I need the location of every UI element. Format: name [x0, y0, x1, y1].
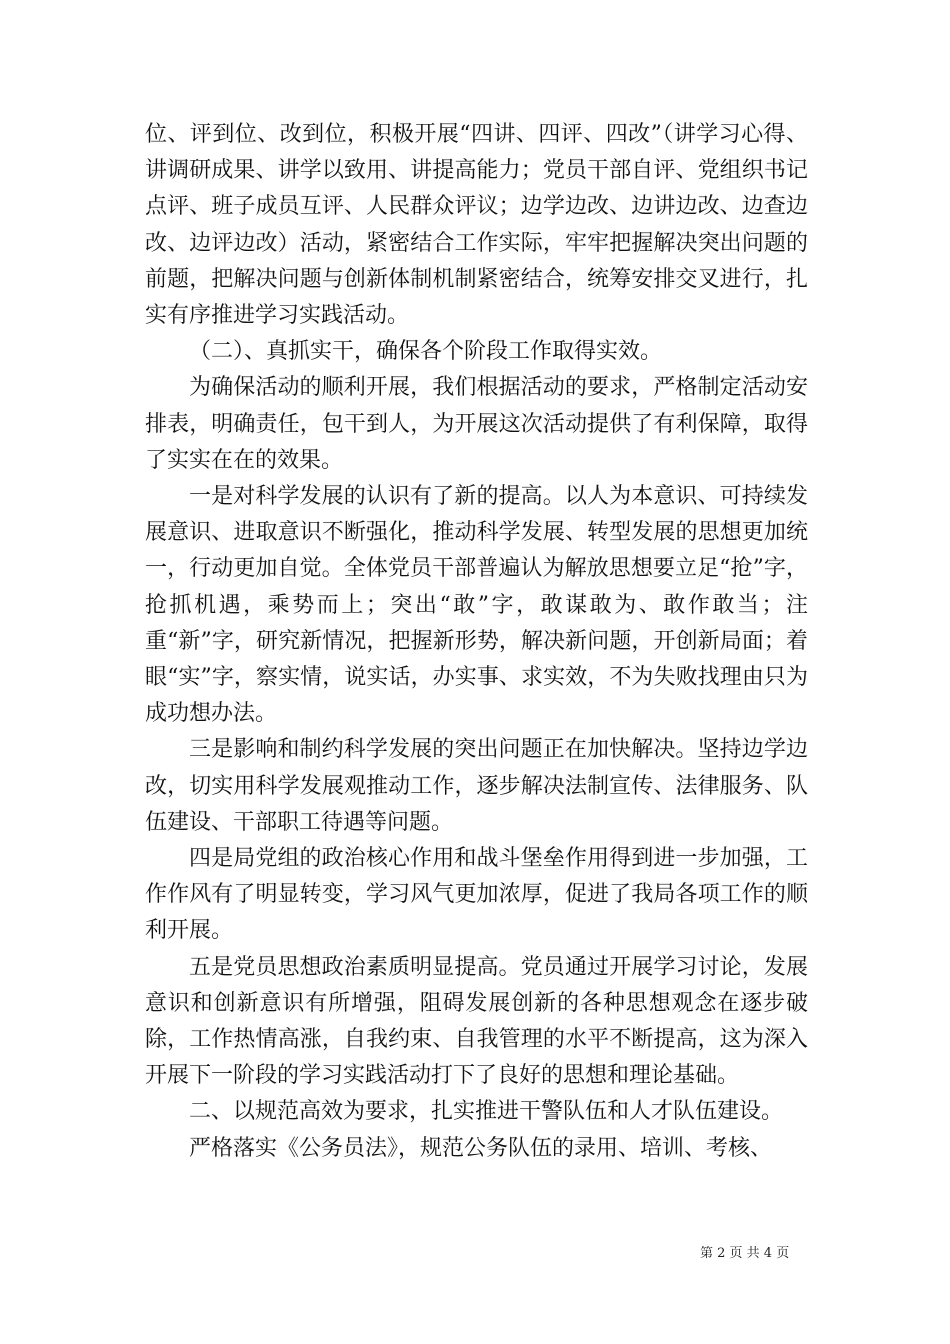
paragraph: 为确保活动的顺利开展，我们根据活动的要求，严格制定活动安排表，明确责任，包干到人，为开展这次活动提供了有利保障，取得了实实在在的效果。 [145, 375, 808, 473]
paragraph-point-3: 三是影响和制约科学发展的突出问题正在加快解决。坚持边学边改，切实用科学发展观推动工作，逐步解决法制宣传、法律服务、队伍建设、干部职工待遇等问题。 [145, 737, 808, 835]
section-heading-2: （二）、真抓实干，确保各个阶段工作取得实效。 [189, 339, 663, 365]
paragraph: 严格落实《公务员法》，规范公务队伍的录用、培训、考核、 [189, 1135, 773, 1161]
document-body [145, 117, 808, 1167]
paragraph-continuation: 位、评到位、改到位，积极开展“四讲、四评、四改”（讲学习心得、讲调研成果、讲学以致用、讲提高能力；党员干部自评、党组织书记点评、班子成员互评、人民群众评议；边学边改、边讲边改、边查边改、边评边改）活动，紧密结合工作实际，牢牢把握解决突出问题的前题，把解决问题与创新体制机制紧密结合，统筹安排交叉进行，扎实有序推进学习实践活动。 [145, 122, 808, 329]
page-number: 第 2 页 共 4 页 [700, 1246, 790, 1261]
paragraph-point-5: 五是党员思想政治素质明显提高。党员通过开展学习讨论，发展意识和创新意识有所增强，阻碍发展创新的各种思想观念在逐步破除，工作热情高涨，自我约束、自我管理的水平不断提高，这为深入开展下一阶段的学习实践活动打下了良好的思想和理论基础。 [145, 954, 808, 1089]
section-heading-two: 二、以规范高效为要求，扎实推进干警队伍和人才队伍建设。 [189, 1099, 784, 1125]
paragraph-point-1: 一是对科学发展的认识有了新的提高。以人为本意识、可持续发展意识、进取意识不断强化，推动科学发展、转型发展的思想更加统一，行动更加自觉。全体党员干部普遍认为解放思想要立足“抢”字，抢抓机遇，乘势而上；突出“敢”字，敢谋敢为、敢作敢当；注重“新”字，研究新情况，把握新形势，解决新问题，开创新局面；着眼“实”字，察实情，说实话，办实事、求实效，不为失败找理由只为成功想办法。 [145, 484, 808, 727]
paragraph-point-4: 四是局党组的政治核心作用和战斗堡垒作用得到进一步加强，工作作风有了明显转变，学习风气更加浓厚，促进了我局各项工作的顺利开展。 [145, 846, 808, 944]
